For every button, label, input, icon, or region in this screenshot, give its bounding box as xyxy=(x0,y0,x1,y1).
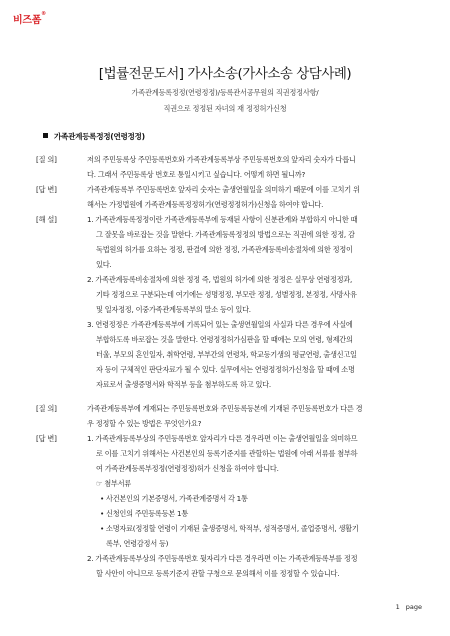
answer-label: [답 변] xyxy=(36,185,57,194)
text-line: 자 등이 구체적인 판단자료가 될 수 있다. 실무에서는 연령정정허가신청을 할 때에 소명 xyxy=(96,365,355,374)
text-line: 2. 가족관계등록부상의 주민등록번호 뒷자리가 다른 경우라면 이는 가족관계등록부를 정정 xyxy=(87,554,358,563)
text-line: 여 가족관계등록부정정(연령정정)허가 신청을 하여야 합니다. xyxy=(96,464,279,473)
text-line: 터울, 부모의 혼인일자, 취학연령, 부부간의 연령차, 학교등기생의 평균연령, 출생신고일 xyxy=(96,350,357,359)
answer-label: [답 변] xyxy=(36,434,57,443)
text-line: 1. 가족관계등록정정이란 가족관계등록부에 등재된 사항이 신분관계와 부합하지 아니한 때 xyxy=(87,215,358,224)
page-label: page xyxy=(405,603,422,611)
text-line: 1. 가족관계등록부상의 주민등록번호 앞자리가 다른 경우라면 이는 출생연월일을 의미하므 xyxy=(87,434,358,443)
logo-registered-mark: ® xyxy=(41,11,46,17)
section-heading xyxy=(43,131,145,142)
text-line: 저의 주민등록상 주민등록번호와 가족관계등록부상 주민등록번호의 앞자리 숫자가 다릅니 xyxy=(87,155,356,164)
text-line: 및 일자정정, 이중가족관계등록부의 말소 등이 있다. xyxy=(96,305,251,314)
text-line: 부합하도록 바로잡는 것을 말한다. 연령정정허가심판을 할 때에는 모의 연령, 형제간의 xyxy=(96,335,353,344)
logo-text: 비즈폼 xyxy=(13,15,42,26)
text-line: 3. 연령정정은 가족관계등록부에 기록되어 있는 출생연월일의 사실과 다른 경우에 사실에 xyxy=(87,320,353,329)
text-line: 할 사안이 아니므로 등록기준지 관할 구청으로 문의해서 이를 정정할 수 있습니다. xyxy=(96,569,340,578)
square-bullet-icon xyxy=(43,133,48,138)
text-line: 기타 정정으로 구분되는데 여기에는 성명정정, 부모란 정정, 성별정정, 본정정, 사망사유 xyxy=(96,290,357,299)
text-line: 로 이를 고치기 위해서는 사건본인의 등록기준지를 관할하는 법원에 아래 서류를 첨부하 xyxy=(96,449,358,458)
text-line: 록부, 연령감정서 등) xyxy=(106,539,169,548)
text-line: 2. 가족관계등록비송절차에 의한 정정 즉, 법원의 허가에 의한 정정은 실무상 연령정정과, xyxy=(87,275,353,284)
text-line: 우 정정할 수 있는 방법은 무엇인가요? xyxy=(87,419,202,428)
text-line: • 소명자료(정정할 연령이 기재된 출생증명서, 학적부, 성적증명서, 졸업증명서, 생활기 xyxy=(100,524,359,533)
question-label: [질 의] xyxy=(36,155,57,164)
subtitle-line: 직권으로 정정된 자녀의 재 정정허가신청 xyxy=(163,104,287,113)
text-line: • 사건본인의 기본증명서, 가족관계증명서 각 1통 xyxy=(100,494,248,503)
section-heading-text: 가족관계등록정정(연령정정) xyxy=(54,132,145,141)
logo xyxy=(13,11,46,26)
text-line: 자료로서 출생증명서와 학적부 등을 첨부하도록 하고 있다. xyxy=(96,380,271,389)
text-line: • 신청인의 주민등록등본 1통 xyxy=(100,509,189,518)
text-line: ☞ 첨부서류 xyxy=(96,479,132,488)
explanation-label: [해 설] xyxy=(36,215,57,224)
page-number: 1 xyxy=(395,603,400,611)
text-line: 가족관계등록부 주민등록번호 앞자리 숫자는 출생연월일을 의미하기 때문에 이를 고치기 위 xyxy=(87,185,360,194)
text-line: 해서는 가정법원에 가족관계등록정정허가(연령정정허가)신청을 하여야 합니다. xyxy=(87,200,324,209)
text-line: 독법원의 허가를 요하는 정정, 판결에 의한 정정, 가족관계등록비송절차에 의한 정정이 xyxy=(96,245,353,254)
question-label: [질 의] xyxy=(36,404,57,413)
text-line: 그 잘못을 바로잡는 것을 말한다. 가족관계등록정정의 방법으로는 직권에 의한 정정, 감 xyxy=(96,230,355,239)
text-line: 가족관계등록부에 게재되는 주민등록번호와 주민등록등본에 기재된 주민등록번호가 다른 경 xyxy=(87,404,363,413)
text-line: 있다. xyxy=(96,260,112,269)
text-line: 다. 그래서 주민등록상 번호로 통일시키고 싶습니다. 어떻게 하면 될니까? xyxy=(87,170,306,179)
document-title: [법률전문도서] 가사소송(가사소송 상담사례) xyxy=(98,66,352,82)
page-footer xyxy=(396,603,422,611)
subtitle-line: 가족관계등록정정(연령정정)/등록관서공무원의 직권정정사항/ xyxy=(131,88,319,97)
